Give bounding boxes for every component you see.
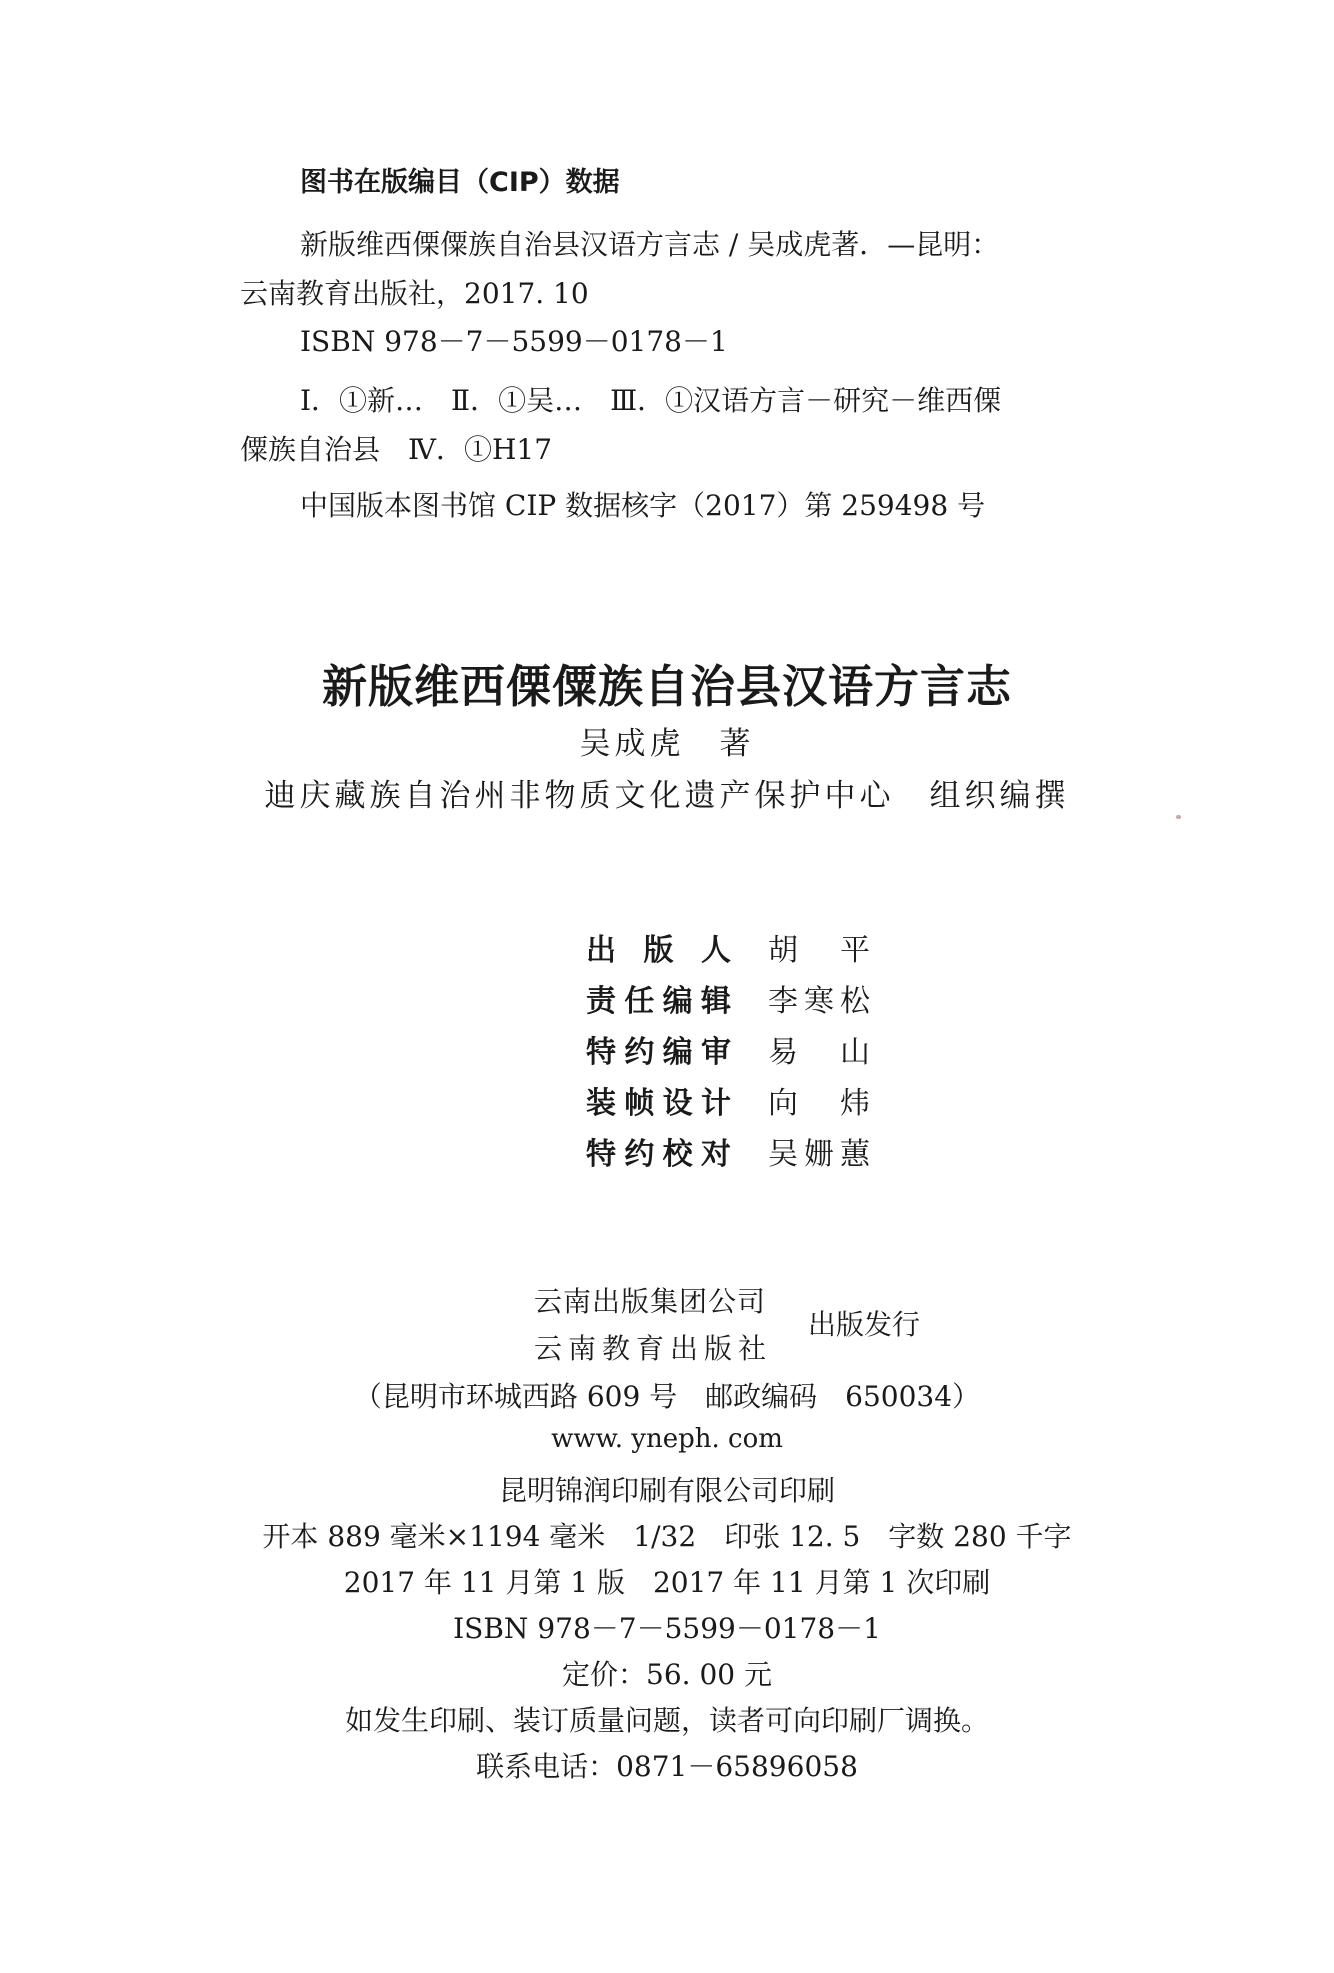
- edition-info: 2017 年 11 月第 1 版 2017 年 11 月第 1 次印刷: [343, 1566, 991, 1599]
- cip-isbn: ISBN 978－7－5599－0178－1: [300, 325, 728, 358]
- cip-heading: 图书在版编目（CIP）数据: [300, 167, 620, 198]
- printer-name: 昆明锦润印刷有限公司印刷: [498, 1474, 835, 1507]
- credit-name-designer: 向炜: [768, 1086, 870, 1121]
- publish-distribute-label: 出版发行: [808, 1308, 921, 1341]
- cip-subject-line-2: 僳族自治县 Ⅳ．①H17: [240, 433, 553, 466]
- book-organizer: 迪庆藏族自治州非物质文化遗产保护中心 组织编撰: [264, 778, 1070, 814]
- publisher-website: www. yneph. com: [551, 1424, 783, 1454]
- print-speck: [1176, 815, 1181, 819]
- credit-label-proofreader: 特约校对: [586, 1137, 731, 1172]
- quality-notice: 如发生印刷、装订质量问题，读者可向印刷厂调换。: [344, 1704, 989, 1737]
- book-author: 吴成虎 著: [579, 726, 755, 762]
- credit-label-reviewer: 特约编审: [586, 1035, 731, 1070]
- contact-phone: 联系电话：0871－65896058: [476, 1750, 858, 1783]
- credit-name-proofreader: 吴姗蕙: [768, 1137, 870, 1172]
- credit-name-publisher: 胡平: [768, 933, 870, 968]
- imprint-isbn: ISBN 978－7－5599－0178－1: [453, 1612, 881, 1645]
- cip-line-title: 新版维西傈僳族自治县汉语方言志 / 吴成虎著．—昆明：: [300, 228, 1000, 261]
- credit-label-designer: 装帧设计: [586, 1086, 731, 1121]
- cip-line-publisher: 云南教育出版社，2017. 10: [240, 277, 589, 310]
- publisher-address: （昆明市环城西路 609 号 邮政编码 650034）: [353, 1380, 981, 1413]
- credit-label-publisher: 出版人: [586, 933, 731, 968]
- credit-name-reviewer: 易山: [768, 1035, 870, 1070]
- publisher-group: 云南出版集团公司: [534, 1285, 767, 1318]
- book-price: 定价：56. 00 元: [562, 1658, 772, 1691]
- cip-subject-line-1: Ⅰ．①新… Ⅱ．①吴… Ⅲ．①汉语方言－研究－维西傈: [300, 384, 1002, 417]
- book-format: 开本 889 毫米×1194 毫米 1/32 印张 12. 5 字数 280 千字: [262, 1520, 1072, 1553]
- cip-record-number: 中国版本图书馆 CIP 数据核字（2017）第 259498 号: [300, 489, 986, 522]
- credit-name-editor: 李寒松: [768, 984, 870, 1019]
- publisher-house: 云南教育出版社: [534, 1332, 773, 1365]
- credit-label-editor: 责任编辑: [586, 984, 731, 1019]
- book-title: 新版维西傈僳族自治县汉语方言志: [321, 660, 1012, 713]
